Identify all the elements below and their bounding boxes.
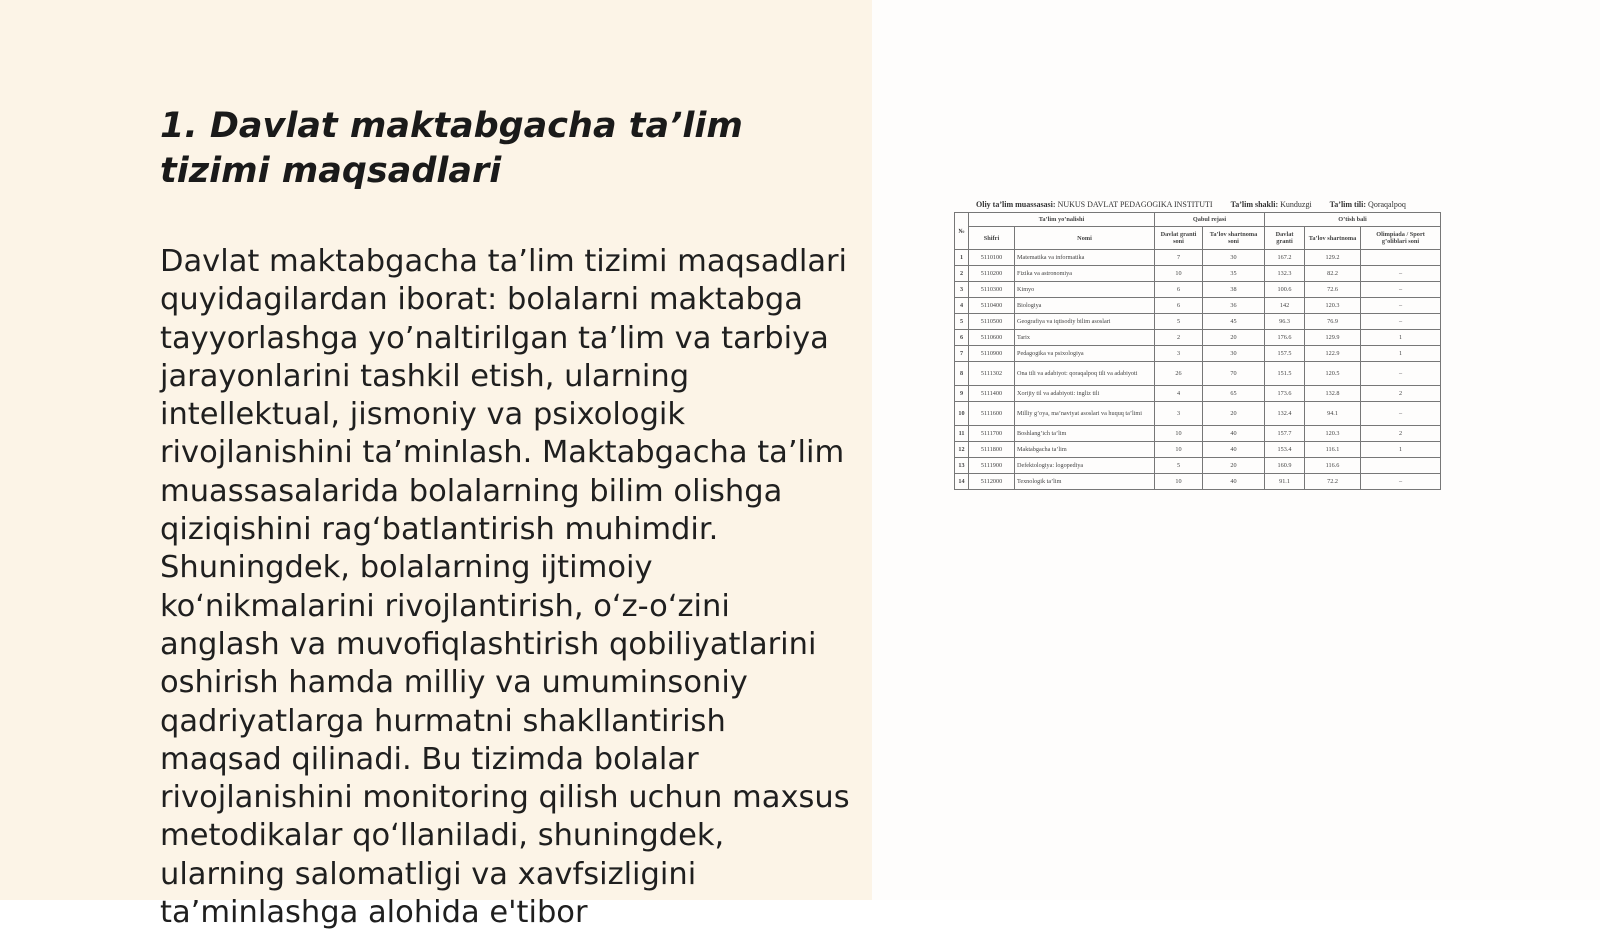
row-prev-contract: 120.5	[1305, 362, 1361, 386]
row-number: 13	[955, 458, 969, 474]
row-prev-grant: 132.4	[1265, 402, 1305, 426]
table-row	[955, 426, 1441, 442]
row-prev-contract: 72.2	[1305, 474, 1361, 490]
row-olympiad: 1	[1361, 442, 1441, 458]
row-prev-contract: 129.2	[1305, 250, 1361, 266]
language-value: Qoraqalpoq	[1368, 200, 1406, 209]
row-olympiad	[1361, 458, 1441, 474]
document-header	[954, 198, 1448, 212]
row-prev-grant: 176.6	[1265, 330, 1305, 346]
table-row	[955, 282, 1441, 298]
table-row	[955, 266, 1441, 282]
row-olympiad: –	[1361, 474, 1441, 490]
row-prev-contract: 116.1	[1305, 442, 1361, 458]
row-plan-contract: 35	[1203, 266, 1265, 282]
row-plan-grant: 26	[1155, 362, 1203, 386]
row-prev-grant: 157.7	[1265, 426, 1305, 442]
row-prev-grant: 167.2	[1265, 250, 1305, 266]
row-plan-contract: 20	[1203, 330, 1265, 346]
row-plan-grant: 3	[1155, 346, 1203, 362]
column-group-direction: Ta’lim yo’nalishi	[969, 213, 1155, 227]
row-code: 5110200	[969, 266, 1015, 282]
row-plan-grant: 4	[1155, 386, 1203, 402]
column-group-plan: Qabul rejasi	[1155, 213, 1265, 227]
row-prev-contract: 94.1	[1305, 402, 1361, 426]
row-number: 1	[955, 250, 969, 266]
row-prev-contract: 72.6	[1305, 282, 1361, 298]
row-plan-contract: 38	[1203, 282, 1265, 298]
row-prev-grant: 153.4	[1265, 442, 1305, 458]
table-row	[955, 402, 1441, 426]
row-plan-grant: 6	[1155, 298, 1203, 314]
row-olympiad: –	[1361, 282, 1441, 298]
row-plan-grant: 2	[1155, 330, 1203, 346]
row-prev-grant: 160.9	[1265, 458, 1305, 474]
row-number: 10	[955, 402, 969, 426]
form-value: Kunduzgi	[1280, 200, 1312, 209]
row-name: Ona tili va adabiyot: qoraqalpoq tili va adabiyoti	[1015, 362, 1155, 386]
table-body	[955, 250, 1441, 490]
column-header-prev-contract: Ta’lov shartnoma	[1305, 227, 1361, 250]
row-prev-grant: 91.1	[1265, 474, 1305, 490]
row-olympiad	[1361, 250, 1441, 266]
row-plan-contract: 45	[1203, 314, 1265, 330]
row-prev-contract: 82.2	[1305, 266, 1361, 282]
column-header-name: Nomi	[1015, 227, 1155, 250]
row-olympiad: 1	[1361, 346, 1441, 362]
institution-value: NUKUS DAVLAT PEDAGOGIKA INSTITUTI	[1057, 200, 1213, 209]
row-plan-grant: 10	[1155, 266, 1203, 282]
institution-label: Oliy ta’lim muassasasi:	[976, 200, 1056, 209]
row-code: 5110400	[969, 298, 1015, 314]
table-row	[955, 362, 1441, 386]
row-name: Maktabgacha ta’lim	[1015, 442, 1155, 458]
row-plan-grant: 10	[1155, 442, 1203, 458]
row-code: 5110600	[969, 330, 1015, 346]
row-code: 5111800	[969, 442, 1015, 458]
row-name: Fizika va astronomiya	[1015, 266, 1155, 282]
row-prev-grant: 151.5	[1265, 362, 1305, 386]
row-olympiad: –	[1361, 298, 1441, 314]
row-number: 12	[955, 442, 969, 458]
row-code: 5110300	[969, 282, 1015, 298]
row-prev-grant: 96.3	[1265, 314, 1305, 330]
row-code: 5110900	[969, 346, 1015, 362]
table-row	[955, 346, 1441, 362]
row-olympiad: 2	[1361, 386, 1441, 402]
row-plan-grant: 7	[1155, 250, 1203, 266]
row-code: 5111700	[969, 426, 1015, 442]
row-number: 2	[955, 266, 969, 282]
form-label: Ta’lim shakli:	[1230, 200, 1279, 209]
row-plan-contract: 70	[1203, 362, 1265, 386]
column-header-olympiad: Olimpiada / Sport g’oliblari soni	[1361, 227, 1441, 250]
row-name: Kimyo	[1015, 282, 1155, 298]
row-plan-contract: 20	[1203, 458, 1265, 474]
row-plan-contract: 30	[1203, 250, 1265, 266]
row-name: Milliy g’oya, ma’naviyat asoslari va huquq ta’limi	[1015, 402, 1155, 426]
admission-table-image	[954, 198, 1448, 508]
table-row	[955, 442, 1441, 458]
row-prev-contract: 122.9	[1305, 346, 1361, 362]
row-name: Texnologik ta’lim	[1015, 474, 1155, 490]
row-code: 5111400	[969, 386, 1015, 402]
row-olympiad: 1	[1361, 330, 1441, 346]
table-row	[955, 298, 1441, 314]
row-plan-grant: 3	[1155, 402, 1203, 426]
row-prev-contract: 76.9	[1305, 314, 1361, 330]
column-group-previous-score: O’tish bali	[1265, 213, 1441, 227]
row-plan-contract: 65	[1203, 386, 1265, 402]
row-plan-grant: 10	[1155, 474, 1203, 490]
row-name: Biologiya	[1015, 298, 1155, 314]
row-code: 5110500	[969, 314, 1015, 330]
column-header-code: Shifri	[969, 227, 1015, 250]
row-plan-contract: 40	[1203, 474, 1265, 490]
slide-body-text: Davlat maktabgacha ta’lim tizimi maqsadlari quyidagilardan iborat: bolalarni maktabga tayyorlashga yo’naltirilgan ta’lim va tarbiya jarayonlarini tashkil etish, ularning intellektual, jismoniy va psixologik rivojlanishini ta’minlash. Maktabgacha ta’lim muassasalarida bolalarning bilim olishga qiziqishini rag‘batlantirish muhimdir. Shuningdek, bolalarning ijtimoiy ko‘nikmalarini rivojlantirish, o‘z-o‘zini anglash va muvofiqlashtirish qobiliyatlarini oshirish hamda milliy va umuminsoniy qadriyatlarga hurmatni shakllantirish maqsad qilinadi. Bu tizimda bolalar rivojlanishini monitoring qilish uchun maxsus metodikalar qo‘llaniladi, shuningdek, ularning salomatligi va xavfsizligini ta’minlashga alohida e'tibor	[160, 244, 850, 931]
row-number: 8	[955, 362, 969, 386]
row-name: Geografiya va iqtisodiy bilim asoslari	[1015, 314, 1155, 330]
row-prev-contract: 120.3	[1305, 298, 1361, 314]
row-prev-grant: 100.6	[1265, 282, 1305, 298]
column-header-plan-grant: Davlat granti soni	[1155, 227, 1203, 250]
row-name: Boshlang’ich ta’lim	[1015, 426, 1155, 442]
row-code: 5112000	[969, 474, 1015, 490]
row-plan-grant: 6	[1155, 282, 1203, 298]
row-plan-contract: 30	[1203, 346, 1265, 362]
row-prev-grant: 142	[1265, 298, 1305, 314]
row-prev-grant: 173.6	[1265, 386, 1305, 402]
row-code: 5110100	[969, 250, 1015, 266]
column-header-number: №	[955, 213, 969, 250]
row-prev-grant: 157.5	[1265, 346, 1305, 362]
row-name: Defektologiya: logopediya	[1015, 458, 1155, 474]
admission-table	[954, 212, 1441, 490]
row-plan-grant: 5	[1155, 458, 1203, 474]
row-plan-contract: 40	[1203, 442, 1265, 458]
row-prev-contract: 120.3	[1305, 426, 1361, 442]
table-row	[955, 458, 1441, 474]
column-header-prev-grant: Davlat granti	[1265, 227, 1305, 250]
row-code: 5111302	[969, 362, 1015, 386]
table-row	[955, 474, 1441, 490]
table-row	[955, 386, 1441, 402]
row-number: 5	[955, 314, 969, 330]
row-plan-contract: 36	[1203, 298, 1265, 314]
row-olympiad: –	[1361, 402, 1441, 426]
row-prev-contract: 132.8	[1305, 386, 1361, 402]
table-row	[955, 330, 1441, 346]
row-prev-grant: 132.3	[1265, 266, 1305, 282]
row-name: Pedagogika va psixologiya	[1015, 346, 1155, 362]
row-prev-contract: 129.9	[1305, 330, 1361, 346]
row-name: Xorijiy til va adabiyoti: ingliz tili	[1015, 386, 1155, 402]
row-number: 7	[955, 346, 969, 362]
row-number: 6	[955, 330, 969, 346]
table-row	[955, 250, 1441, 266]
row-number: 3	[955, 282, 969, 298]
row-olympiad: –	[1361, 314, 1441, 330]
row-plan-grant: 10	[1155, 426, 1203, 442]
row-number: 9	[955, 386, 969, 402]
row-olympiad: –	[1361, 362, 1441, 386]
row-code: 5111900	[969, 458, 1015, 474]
row-plan-grant: 5	[1155, 314, 1203, 330]
row-plan-contract: 40	[1203, 426, 1265, 442]
row-number: 4	[955, 298, 969, 314]
slide-title: 1. Davlat maktabgacha ta’lim tizimi maqsadlari	[160, 106, 743, 191]
row-olympiad: –	[1361, 266, 1441, 282]
row-plan-contract: 20	[1203, 402, 1265, 426]
row-code: 5111600	[969, 402, 1015, 426]
row-number: 14	[955, 474, 969, 490]
row-number: 11	[955, 426, 969, 442]
row-name: Tarix	[1015, 330, 1155, 346]
row-name: Matematika va informatika	[1015, 250, 1155, 266]
table-row	[955, 314, 1441, 330]
language-label: Ta’lim tili:	[1329, 200, 1367, 209]
row-olympiad: 2	[1361, 426, 1441, 442]
column-header-plan-contract: Ta’lov shartnoma soni	[1203, 227, 1265, 250]
row-prev-contract: 116.6	[1305, 458, 1361, 474]
